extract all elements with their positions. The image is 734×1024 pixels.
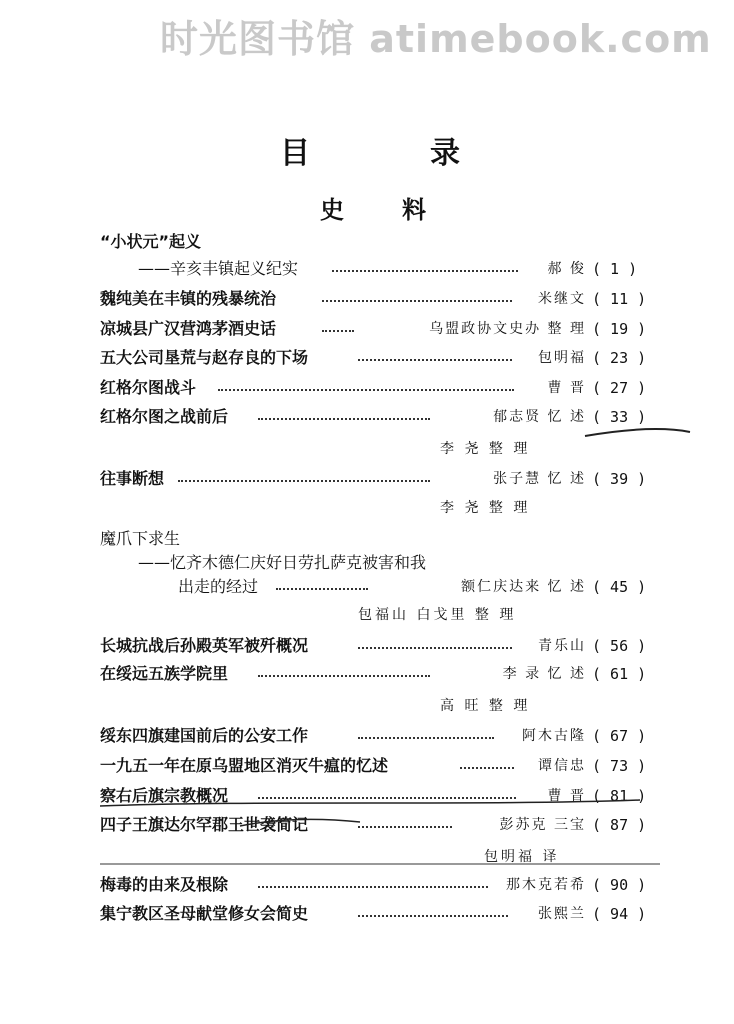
entry-author: 阿木古隆 — [522, 728, 586, 744]
entry-page: ( 19 ) — [592, 320, 647, 338]
entry-author: 李 录 忆 述 — [502, 666, 586, 682]
entry-author: 彭苏克 三宝 — [499, 817, 586, 833]
entry-page: ( 23 ) — [592, 349, 647, 367]
credit-line: 李 尧 整 理 — [440, 500, 531, 516]
page-title: 目录 — [280, 136, 580, 171]
entry-title: 梅毒的由来及根除 — [100, 875, 229, 894]
entry-page: ( 73 ) — [592, 757, 647, 775]
entry-title: 五大公司垦荒与赵存良的下场 — [100, 348, 309, 367]
entry-title: 四子王旗达尔罕郡王世袭简记 — [100, 815, 309, 834]
entry-page: ( 33 ) — [592, 408, 647, 426]
entry-title: 魔爪下求生 — [100, 529, 181, 548]
entry-title: 凉城县广汉营鸿茅酒史话 — [100, 319, 277, 338]
entry-author: 张子慧 忆 述 — [493, 471, 586, 487]
credit-line: 李 尧 整 理 — [440, 441, 531, 457]
entry-author: 乌盟政协文史办 整 理 — [429, 321, 586, 337]
entry-title: 红格尔图之战前后 — [100, 407, 229, 426]
entry-page: ( 39 ) — [592, 470, 647, 488]
entry-author: 米继文 — [538, 291, 586, 307]
entry-title: 在绥远五族学院里 — [100, 664, 229, 683]
entry-title: ——辛亥丰镇起义纪实 — [138, 259, 299, 278]
entry-author: 郝 俊 — [547, 261, 586, 277]
watermark: 时光图书馆 atimebook.com — [160, 17, 712, 61]
entry-page: ( 67 ) — [592, 727, 647, 745]
entry-page: ( 56 ) — [592, 637, 647, 655]
section-heading: 史料 — [320, 196, 484, 224]
entry-author: 包明福 — [538, 350, 586, 366]
entry-page: ( 90 ) — [592, 876, 647, 894]
entry-author: 郁志贤 忆 述 — [493, 409, 586, 425]
entry-title: 长城抗战后孙殿英军被歼概况 — [100, 636, 309, 655]
entry-page: ( 45 ) — [592, 578, 647, 596]
entry-page: ( 87 ) — [592, 816, 647, 834]
entry-page: ( 81 ) — [592, 787, 647, 805]
credit-line: 高 旺 整 理 — [440, 698, 531, 714]
entry-page: ( 27 ) — [592, 379, 647, 397]
entry-page: ( 94 ) — [592, 905, 647, 923]
entry-author: 谭信忠 — [538, 758, 586, 774]
entry-title: 集宁教区圣母献堂修女会简史 — [100, 904, 309, 923]
entry-author: 青乐山 — [538, 638, 586, 654]
entry-title: “小状元”起义 — [100, 232, 202, 251]
entry-author: 张熙兰 — [538, 906, 586, 922]
entry-title: ——忆齐木德仁庆好日劳扎萨克被害和我 — [138, 553, 427, 572]
entry-title: 出走的经过 — [178, 577, 259, 596]
entry-title: 一九五一年在原乌盟地区消灭牛瘟的忆述 — [100, 756, 389, 775]
entry-title: 察右后旗宗教概况 — [100, 786, 229, 805]
pen-stroke — [100, 800, 640, 806]
entry-title: 往事断想 — [100, 469, 165, 488]
credit-line: 包明福 译 — [484, 849, 560, 865]
pen-stroke — [240, 819, 360, 826]
entry-author: 额仁庆达来 忆 述 — [461, 579, 586, 595]
entry-page: ( 11 ) — [592, 290, 647, 308]
entry-title: 红格尔图战斗 — [100, 378, 197, 397]
entry-page: ( 1 ) — [592, 260, 638, 278]
entry-title: 绥东四旗建国前后的公安工作 — [100, 726, 309, 745]
pen-stroke — [585, 429, 690, 436]
credit-line: 包福山 白戈里 整 理 — [358, 607, 517, 623]
entry-author: 曹 晋 — [547, 380, 586, 396]
entry-title: 魏纯美在丰镇的残暴统治 — [100, 289, 277, 308]
entry-author: 那木克若希 — [506, 877, 586, 893]
entry-page: ( 61 ) — [592, 665, 647, 683]
entry-author: 曹 晋 — [547, 788, 586, 804]
